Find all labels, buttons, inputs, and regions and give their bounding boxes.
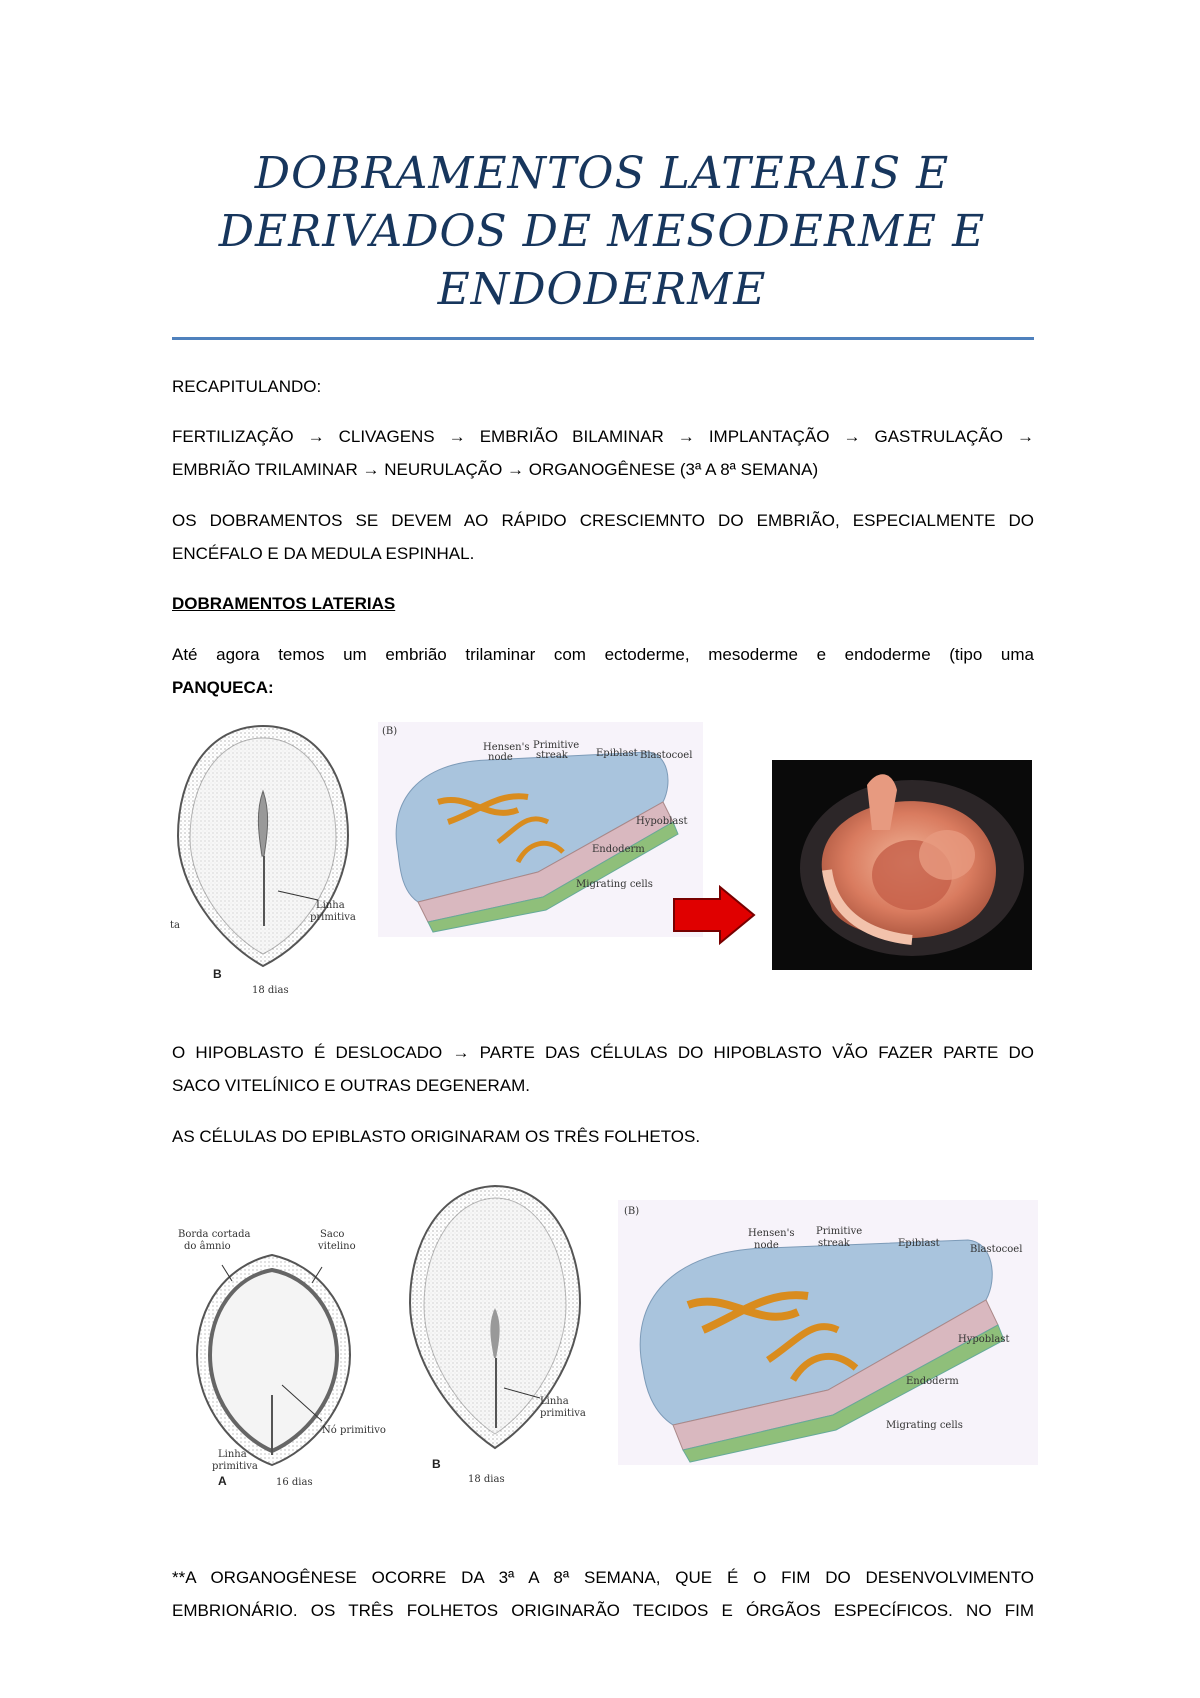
label-section-tag-2: (B)	[624, 1206, 640, 1217]
label-hensens: Hensen's	[483, 742, 530, 753]
label-linha: Linha	[316, 900, 345, 911]
epiblast-paragraph: AS CÉLULAS DO EPIBLASTO ORIGINARAM OS TRÊS FOLHETOS.	[172, 1127, 701, 1146]
embryo-16-days-figure	[172, 1225, 386, 1495]
label-linha-b-2: primitiva	[540, 1408, 586, 1419]
label-letter-a: A	[218, 1474, 227, 1488]
label-no-primitivo: Nó primitivo	[322, 1425, 386, 1436]
folding-cause-line-1: OS DOBRAMENTOS SE DEVEM AO RÁPIDO CRESCIEMNTO DO EMBRIÃO, ESPECIALMENTE DO	[172, 511, 1034, 530]
folding-cause-paragraph	[172, 504, 1034, 570]
document-title	[172, 145, 1032, 319]
title-line-1: DOBRAMENTOS LATERAIS E	[254, 148, 950, 199]
label-borda-2: do âmnio	[184, 1241, 231, 1252]
label-blastocoel: Blastocoel	[640, 750, 693, 761]
label-letter-b-2: B	[432, 1457, 441, 1471]
label-blastocoel-2: Blastocoel	[970, 1244, 1023, 1255]
recap-label: RECAPITULANDO:	[172, 377, 322, 396]
sequence-line-1: FERTILIZAÇÃO → CLIVAGENS → EMBRIÃO BILAMINAR → IMPLANTAÇÃO → GASTRULAÇÃO →	[172, 427, 1034, 446]
organogenesis-line-1: **A ORGANOGÊNESE OCORRE DA 3ª A 8ª SEMANA, QUE É O FIM DO DESENVOLVIMENTO	[172, 1568, 1034, 1587]
label-primitiva: primitiva	[310, 912, 356, 923]
embryo-dorsal-view-figure	[168, 716, 378, 996]
gastrulation-section-figure-2	[618, 1200, 1038, 1465]
title-divider	[172, 337, 1034, 340]
label-letter-b: B	[213, 967, 222, 981]
label-borda-1: Borda cortada	[178, 1229, 251, 1240]
label-edge-mark: ta	[170, 920, 180, 931]
label-hypoblast: Hypoblast	[636, 816, 688, 827]
sequence-line-2: EMBRIÃO TRILAMINAR → NEURULAÇÃO → ORGANOGÊNESE (3ª A 8ª SEMANA)	[172, 460, 819, 479]
label-migrating-cells-2: Migrating cells	[886, 1420, 963, 1431]
label-saco-1: Saco	[320, 1229, 345, 1240]
label-epiblast-2: Epiblast	[898, 1238, 940, 1249]
label-linha-a-1: Linha	[218, 1449, 247, 1460]
title-line-3: ENDODERME	[437, 264, 767, 315]
label-days-a: 16 dias	[276, 1477, 313, 1488]
section-heading: DOBRAMENTOS LATERIAS	[172, 594, 396, 613]
embryo-18-days-figure	[400, 1178, 600, 1488]
gastrulation-section-figure	[378, 722, 703, 937]
organogenesis-paragraph	[172, 1561, 1034, 1627]
title-line-2: DERIVADOS DE MESODERME E	[218, 206, 986, 257]
red-arrow-icon	[672, 885, 756, 945]
label-primitive: Primitive	[533, 740, 580, 751]
hypoblast-line-2: SACO VITELÍNICO E OUTRAS DEGENERAM.	[172, 1076, 531, 1095]
intro-bold: PANQUECA:	[172, 678, 274, 697]
label-linha-b-1: Linha	[540, 1396, 569, 1407]
hypoblast-paragraph	[172, 1036, 1034, 1102]
organogenesis-line-2: EMBRIONÁRIO. OS TRÊS FOLHETOS ORIGINARÃO TECIDOS E ÓRGÃOS ESPECÍFICOS. NO FIM	[172, 1601, 1034, 1620]
intro-line-1: Até agora temos um embrião trilaminar com ectoderme, mesoderme e endoderme (tipo uma	[172, 645, 1034, 664]
label-days: 18 dias	[252, 985, 289, 996]
label-saco-2: vitelino	[318, 1241, 356, 1252]
development-sequence	[172, 420, 1034, 486]
label-streak-2: streak	[818, 1238, 850, 1249]
label-streak: streak	[536, 750, 568, 761]
label-section-tag: (B)	[382, 726, 398, 737]
intro-paragraph	[172, 638, 1034, 704]
label-primitive-2: Primitive	[816, 1226, 863, 1237]
embryo-photo	[772, 760, 1032, 970]
label-migrating-cells: Migrating cells	[576, 879, 653, 890]
label-endoderm: Endoderm	[592, 844, 645, 855]
label-hensens-2: Hensen's	[748, 1228, 795, 1239]
label-node-2: node	[754, 1240, 779, 1251]
folding-cause-line-2: ENCÉFALO E DA MEDULA ESPINHAL.	[172, 544, 475, 563]
label-hypoblast-2: Hypoblast	[958, 1334, 1010, 1345]
label-node: node	[488, 752, 513, 763]
label-days-b: 18 dias	[468, 1474, 505, 1485]
label-epiblast: Epiblast	[596, 748, 638, 759]
hypoblast-line-1: O HIPOBLASTO É DESLOCADO → PARTE DAS CÉLULAS DO HIPOBLASTO VÃO FAZER PARTE DO	[172, 1043, 1034, 1062]
label-linha-a-2: primitiva	[212, 1461, 258, 1472]
label-endoderm-2: Endoderm	[906, 1376, 959, 1387]
